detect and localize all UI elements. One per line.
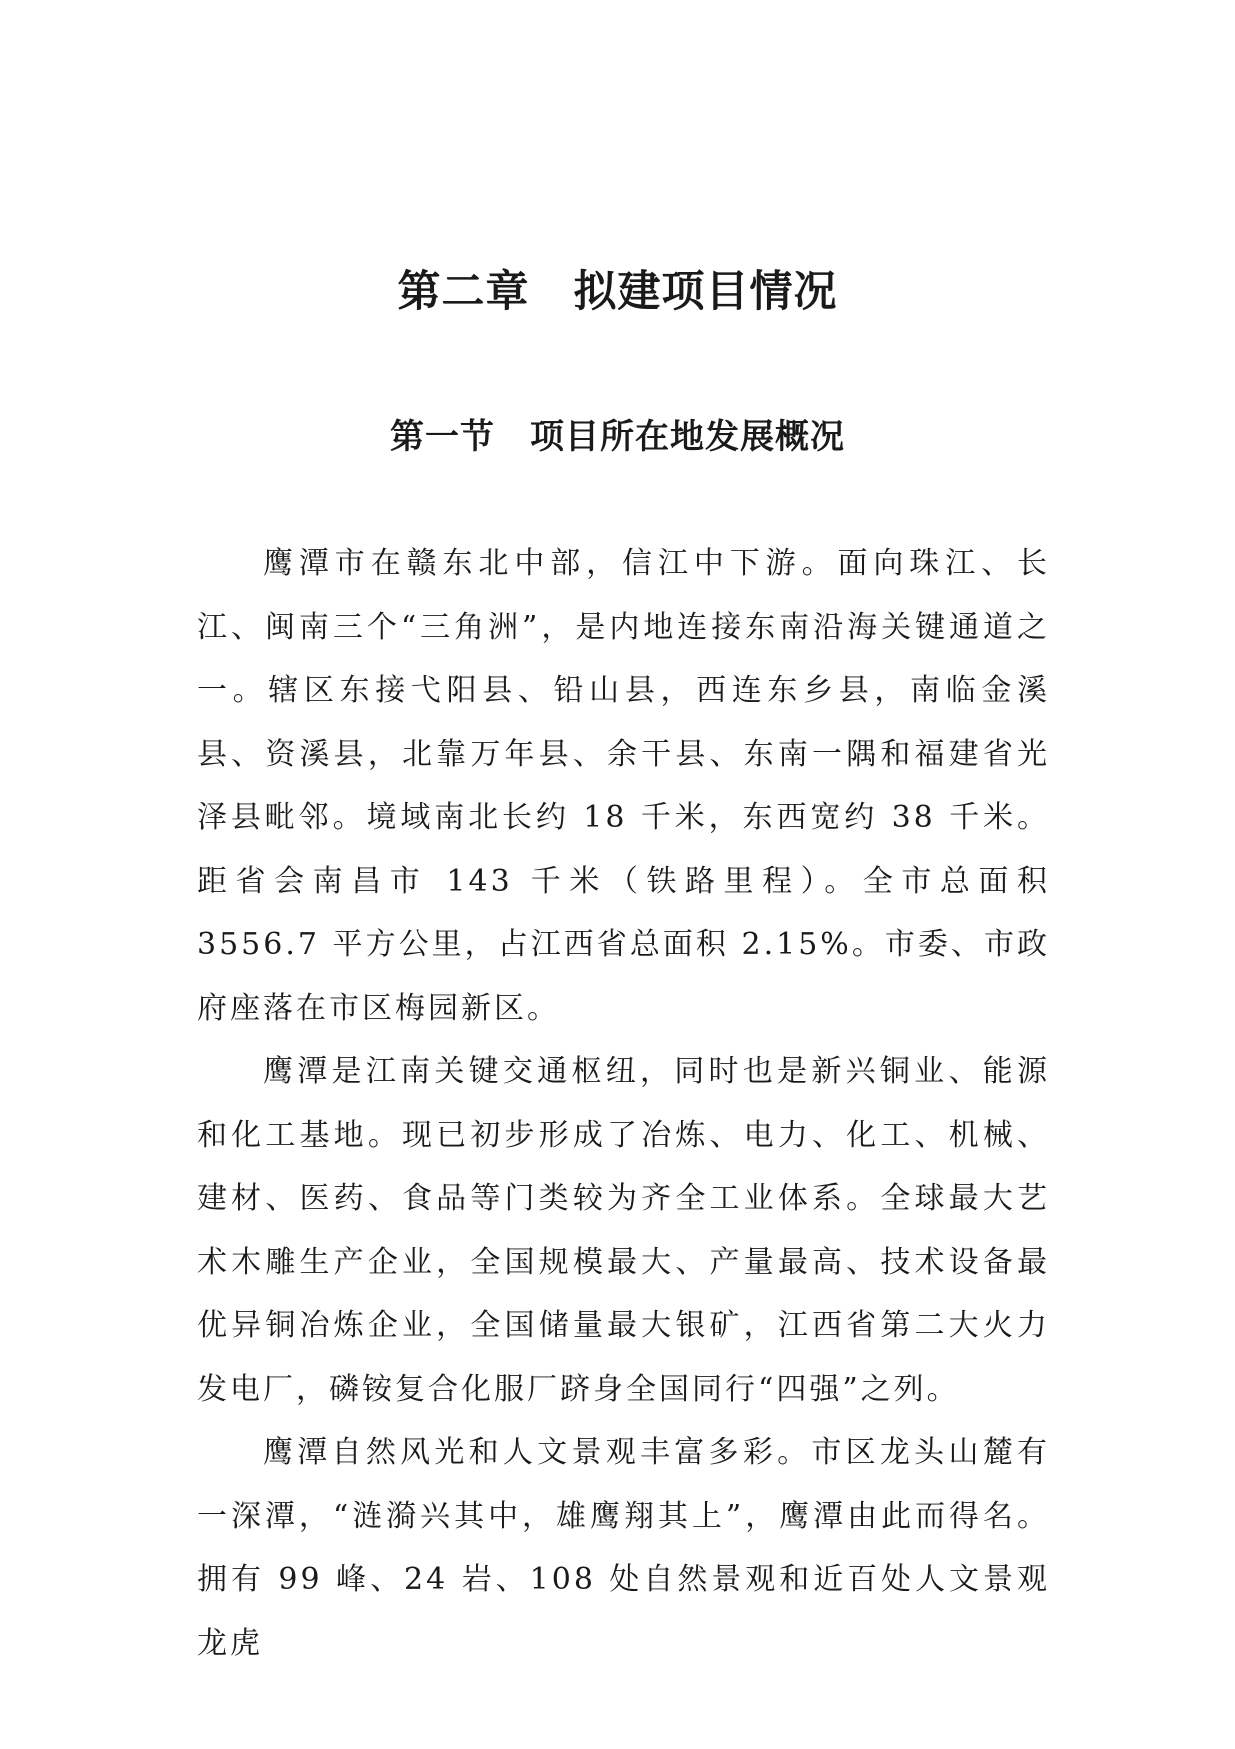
body-text bbox=[197, 532, 1050, 1675]
paragraph-industry: 鹰潭是江南关键交通枢纽，同时也是新兴铜业、能源和化工基地。现已初步形成了冶炼、电力、化工、机械、建材、医药、食品等门类较为齐全工业体系。全球最大艺术木雕生产企业，全国规模最大、产量最高、技术设备最优异铜冶炼企业，全国储量最大银矿，江西省第二大火力发电厂，磷铵复合化服厂跻身全国同行“四强”之列。 bbox=[197, 1054, 1050, 1407]
chapter-title: 第二章 拟建项目情况 bbox=[397, 267, 838, 317]
section-title: 第一节 项目所在地发展概况 bbox=[390, 417, 845, 457]
paragraph-location: 鹰潭市在赣东北中部，信江中下游。面向珠江、长江、闽南三个“三角洲”，是内地连接东南沿海关键通道之一。辖区东接弋阳县、铅山县，西连东乡县，南临金溪县、资溪县，北靠万年县、余干县、东南一隅和福建省光泽县毗邻。境域南北长约 18 千米，东西宽约 38 千米。距省会南昌市 143 千米（铁路里程）。全市总面积 3556.7 平方公里，占江西省总面积 2.15%。市委、市政府座落在市区梅园新区。 bbox=[197, 546, 1050, 1026]
paragraph-scenery: 鹰潭自然风光和人文景观丰富多彩。市区龙头山麓有一深潭，“涟漪兴其中，雄鹰翔其上”，鹰潭由此而得名。拥有 99 峰、24 岩、108 处自然景观和近百处人文景观龙虎 bbox=[197, 1435, 1050, 1661]
